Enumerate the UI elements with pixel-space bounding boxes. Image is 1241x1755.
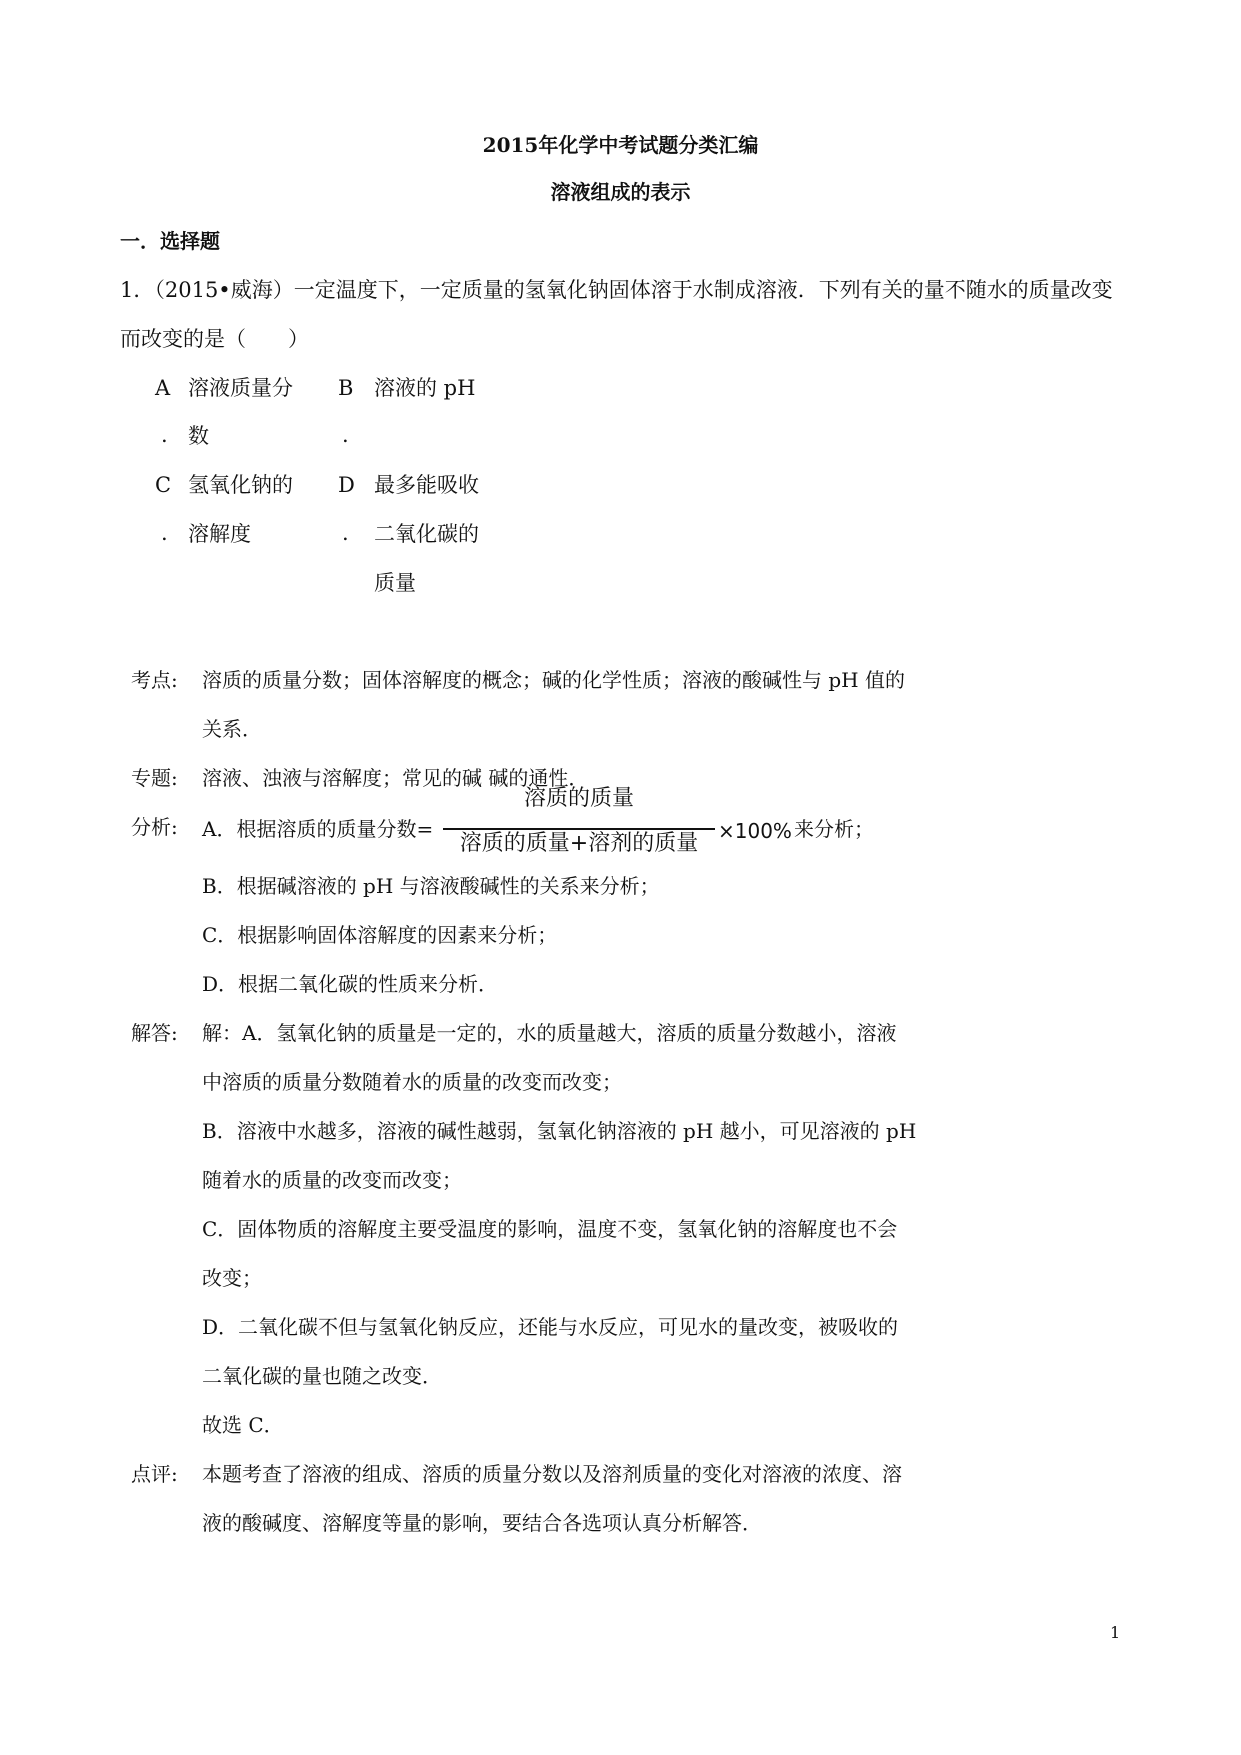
jieda-answer: 故选 C． bbox=[202, 1413, 284, 1437]
zhuanti-line1: 溶液、浊液与溶解度；常见的碱 碱的通性． bbox=[202, 766, 589, 790]
section-heading: 一．选择题 bbox=[120, 229, 220, 253]
jieda-line5: C．固体物质的溶解度主要受温度的影响，温度不变，氢氧化钠的溶解度也不会 bbox=[202, 1217, 898, 1241]
jieda-line1: 解：A．氢氧化钠的质量是一定的，水的质量越大，溶质的质量分数越小，溶液 bbox=[202, 1021, 897, 1045]
fraction-bar bbox=[443, 828, 715, 830]
fenxi-formula-suffix: 来分析； bbox=[794, 817, 874, 841]
fenxi-line-d: D．根据二氧化碳的性质来分析． bbox=[202, 972, 499, 996]
dianping-line2: 液的酸碱度、溶解度等量的影响，要结合各选项认真分析解答． bbox=[202, 1511, 762, 1535]
jieda-label: 解答: bbox=[131, 1021, 178, 1045]
document-subtitle: 溶液组成的表示 bbox=[550, 180, 691, 204]
option-c-letter: C bbox=[155, 473, 172, 497]
option-d-text-line1: 最多能吸收 bbox=[374, 473, 479, 497]
mass-fraction-formula bbox=[441, 788, 717, 866]
option-a-dot: . bbox=[161, 423, 168, 447]
page-number: 1 bbox=[1110, 1623, 1121, 1642]
kaodian-line1: 溶质的质量分数；固体溶解度的概念；碱的化学性质；溶液的酸碱性与 pH 值的 bbox=[202, 668, 905, 692]
formula-numerator: 溶质的质量 bbox=[523, 786, 634, 811]
option-c-text-line2: 溶解度 bbox=[188, 522, 251, 546]
option-a-letter: A bbox=[155, 376, 171, 400]
option-d-text-line2: 二氧化碳的 bbox=[374, 522, 479, 546]
jieda-line8: 二氧化碳的量也随之改变． bbox=[202, 1364, 442, 1388]
fenxi-line-c: C．根据影响固体溶解度的因素来分析； bbox=[202, 923, 558, 947]
fenxi-line-b: B．根据碱溶液的 pH 与溶液酸碱性的关系来分析； bbox=[202, 874, 660, 898]
fenxi-label: 分析: bbox=[131, 815, 178, 839]
formula-denominator: 溶质的质量+溶剂的质量 bbox=[459, 831, 699, 856]
question-stem-line1: 1．（2015•威海）一定温度下，一定质量的氢氧化钠固体溶于水制成溶液．下列有关的量不随水的质量改变 bbox=[120, 278, 1113, 302]
jieda-line7: D．二氧化碳不但与氢氧化钠反应，还能与水反应，可见水的量改变，被吸收的 bbox=[202, 1315, 899, 1339]
option-c-dot: . bbox=[161, 521, 168, 545]
question-stem-line2: 而改变的是（ ） bbox=[120, 327, 309, 351]
jieda-line6: 改变； bbox=[202, 1266, 262, 1290]
zhuanti-label: 专题: bbox=[131, 766, 178, 790]
dianping-label: 点评: bbox=[131, 1462, 178, 1486]
option-b-letter: B bbox=[338, 376, 354, 400]
fenxi-formula-prefix: A．根据溶质的质量分数= bbox=[202, 817, 434, 841]
option-b-text-line1: 溶液的 pH bbox=[374, 376, 476, 400]
option-b-dot: . bbox=[342, 423, 349, 447]
dianping-line1: 本题考查了溶液的组成、溶质的质量分数以及溶剂质量的变化对溶液的浓度、溶 bbox=[202, 1462, 902, 1486]
option-c-text-line1: 氢氧化钠的 bbox=[188, 473, 293, 497]
formula-times-100-percent: ×100% bbox=[718, 819, 792, 843]
jieda-line2: 中溶质的质量分数随着水的质量的改变而改变； bbox=[202, 1070, 622, 1094]
option-d-dot: . bbox=[342, 521, 349, 545]
kaodian-line2: 关系． bbox=[202, 717, 262, 741]
jieda-line4: 随着水的质量的改变而改变； bbox=[202, 1168, 462, 1192]
document-title: 2015年化学中考试题分类汇编 bbox=[482, 133, 759, 157]
kaodian-label: 考点: bbox=[131, 668, 178, 692]
jieda-line3: B．溶液中水越多，溶液的碱性越弱，氢氧化钠溶液的 pH 越小，可见溶液的 pH bbox=[202, 1119, 917, 1143]
option-d-letter: D bbox=[338, 473, 355, 497]
option-a-text-line2: 数 bbox=[188, 424, 209, 448]
option-d-text-line3: 质量 bbox=[374, 571, 416, 595]
option-a-text-line1: 溶液质量分 bbox=[188, 376, 293, 400]
